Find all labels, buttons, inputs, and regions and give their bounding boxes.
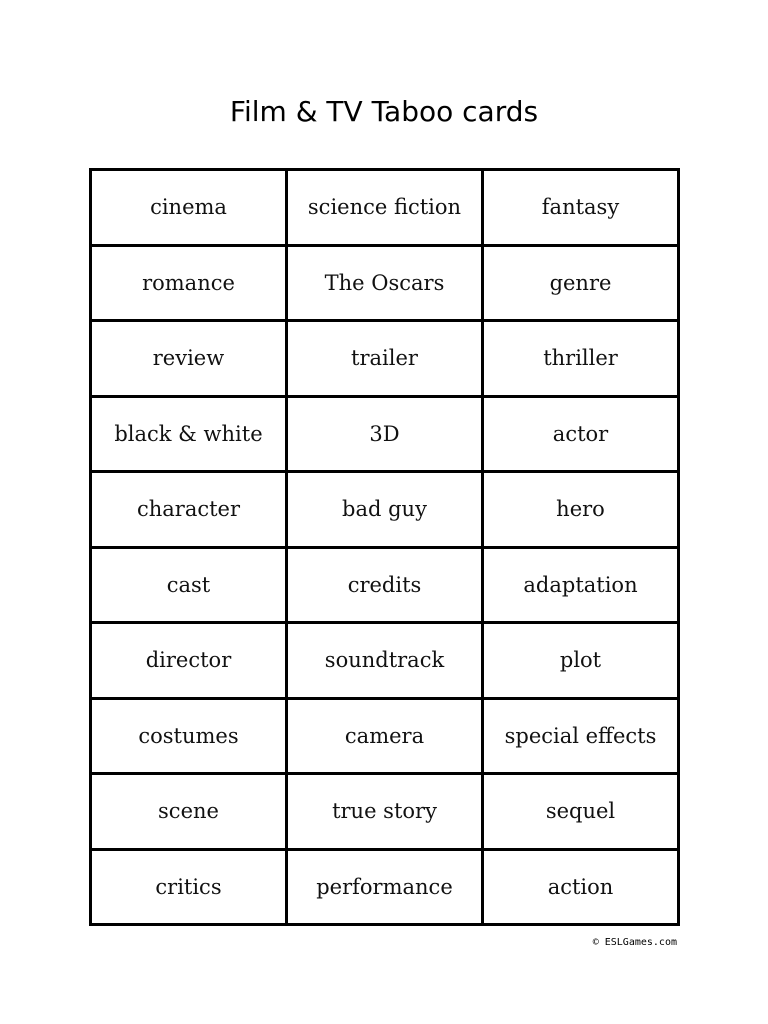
card: camera: [288, 700, 481, 773]
card: romance: [92, 247, 285, 320]
card: scene: [92, 775, 285, 848]
card: soundtrack: [288, 624, 481, 697]
card: director: [92, 624, 285, 697]
card: bad guy: [288, 473, 481, 546]
card: black & white: [92, 398, 285, 471]
card: performance: [288, 851, 481, 924]
card: sequel: [484, 775, 677, 848]
card: fantasy: [484, 171, 677, 244]
card: The Oscars: [288, 247, 481, 320]
card: hero: [484, 473, 677, 546]
card: 3D: [288, 398, 481, 471]
card: special effects: [484, 700, 677, 773]
card: adaptation: [484, 549, 677, 622]
card: character: [92, 473, 285, 546]
card: credits: [288, 549, 481, 622]
card: review: [92, 322, 285, 395]
card: trailer: [288, 322, 481, 395]
copyright-footer: © ESLGames.com: [592, 937, 677, 948]
card: costumes: [92, 700, 285, 773]
card: science fiction: [288, 171, 481, 244]
card: critics: [92, 851, 285, 924]
card: plot: [484, 624, 677, 697]
page-title: Film & TV Taboo cards: [229, 95, 539, 128]
card: thriller: [484, 322, 677, 395]
taboo-card-grid: [89, 168, 680, 926]
card: genre: [484, 247, 677, 320]
card: true story: [288, 775, 481, 848]
card: actor: [484, 398, 677, 471]
card: cinema: [92, 171, 285, 244]
card: action: [484, 851, 677, 924]
card: cast: [92, 549, 285, 622]
